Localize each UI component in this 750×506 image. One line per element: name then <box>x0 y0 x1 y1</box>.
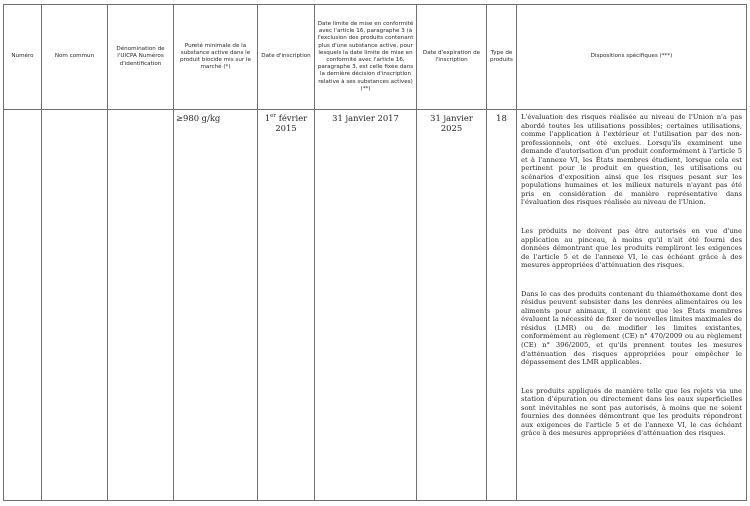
cell-nom-commun <box>42 110 108 501</box>
type-produits-value: 18 <box>496 113 507 123</box>
header-date-limite: Date limite de mise en conformité avec l'article 16, paragraphe 3 (à l'exclusion des produits contenant plus d'une substance active, pour lesquels la date limite de mise en conformité avec l'article 16, paragraphe 3, est celle fixée dans la dernière décision d'inscription relative à ses substances actives) (**) <box>315 5 417 110</box>
disposition-paragraph: Les produits ne doivent pas être autorisés en vue d'une application au pinceau, à moins qu'il n'ait été fourni des données démontrant que les produits rempliront les exigences de l'article 5 et de l'annexe VI, le cas échéant grâce à des mesures appropriées d'atténuation des risques. <box>521 227 742 270</box>
cell-dispositions <box>517 110 747 501</box>
cell-date-expiration <box>417 110 487 501</box>
cell-date-limite <box>315 110 417 501</box>
cell-numero <box>4 110 42 501</box>
cell-date-inscription <box>258 110 315 501</box>
dispositions-text <box>517 110 746 438</box>
date-inscription-value: 1er février 2015 <box>264 113 308 133</box>
table-row <box>4 110 747 501</box>
substance-table <box>3 4 747 501</box>
disposition-paragraph: Les produits appliqués de manière telle que les rejets via une station d'épuration ou directement dans les eaux superficielles sont inévitables ne sont pas autorisés, à moins que ne soient fournies des données démontrant que les produits répondront aux exigences de l'article 5 et de l'annexe VI, le cas échéant grâce à des mesures appropriées d'atténuation des risques. <box>521 386 742 438</box>
date-limite-value: 31 janvier 2017 <box>332 113 399 123</box>
purity-value: ≥980 g/kg <box>176 113 221 123</box>
header-purete: Pureté minimale de la substance active dans le produit biocide mis sur le marché (*) <box>174 5 258 110</box>
header-type-produits: Type de produits <box>487 5 517 110</box>
date-expiration-value: 31 janvier 2025 <box>430 113 473 133</box>
header-nom-commun: Nom commun <box>42 5 108 110</box>
header-dispositions: Dispositions spécifiques (***) <box>517 5 747 110</box>
disposition-paragraph: Dans le cas des produits contenant du thiaméthoxame dont des résidus peuvent subsister dans les denrées alimentaires ou les aliments pour animaux, il convient que les États membres évaluent la nécessité de fixer de nouvelles limites maximales de résidus (LMR) ou de modifier les limites existantes, conformément au règlement (CE) n° 470/2009 ou au règlement (CE) n° 396/2005, et qu'ils prennent toutes les mesures d'atténuation des risques appropriées pour empêcher le dépassement des LMR applicables. <box>521 289 742 367</box>
header-denomination: Dénomination de l'UICPA Numéros d'identification <box>108 5 174 110</box>
header-date-expiration: Date d'expiration de l'inscription <box>417 5 487 110</box>
disposition-paragraph: L'évaluation des risques réalisée au niveau de l'Union n'a pas abordé toutes les utilisations possibles; certaines utilisations, comme l'application à l'extérieur et l'utilisation par des non-professionnels, ont été exclues. Lorsqu'ils examinent une demande d'autorisation d'un produit conformément à l'article 5 et à l'annexe VI, les États membres étudient, lorsque cela est pertinent pour le produit en question, les utilisations ou scénarios d'exposition ainsi que les risques pesant sur les populations humaines et les milieux naturels n'ayant pas été pris en considération de manière représentative dans l'évaluation des risques réalisée au niveau de l'Union. <box>521 113 742 207</box>
header-numero: Numéro <box>4 5 42 110</box>
cell-type-produits <box>487 110 517 501</box>
header-row <box>4 5 747 110</box>
cell-purete <box>174 110 258 501</box>
header-date-inscription: Date d'inscription <box>258 5 315 110</box>
cell-denomination <box>108 110 174 501</box>
